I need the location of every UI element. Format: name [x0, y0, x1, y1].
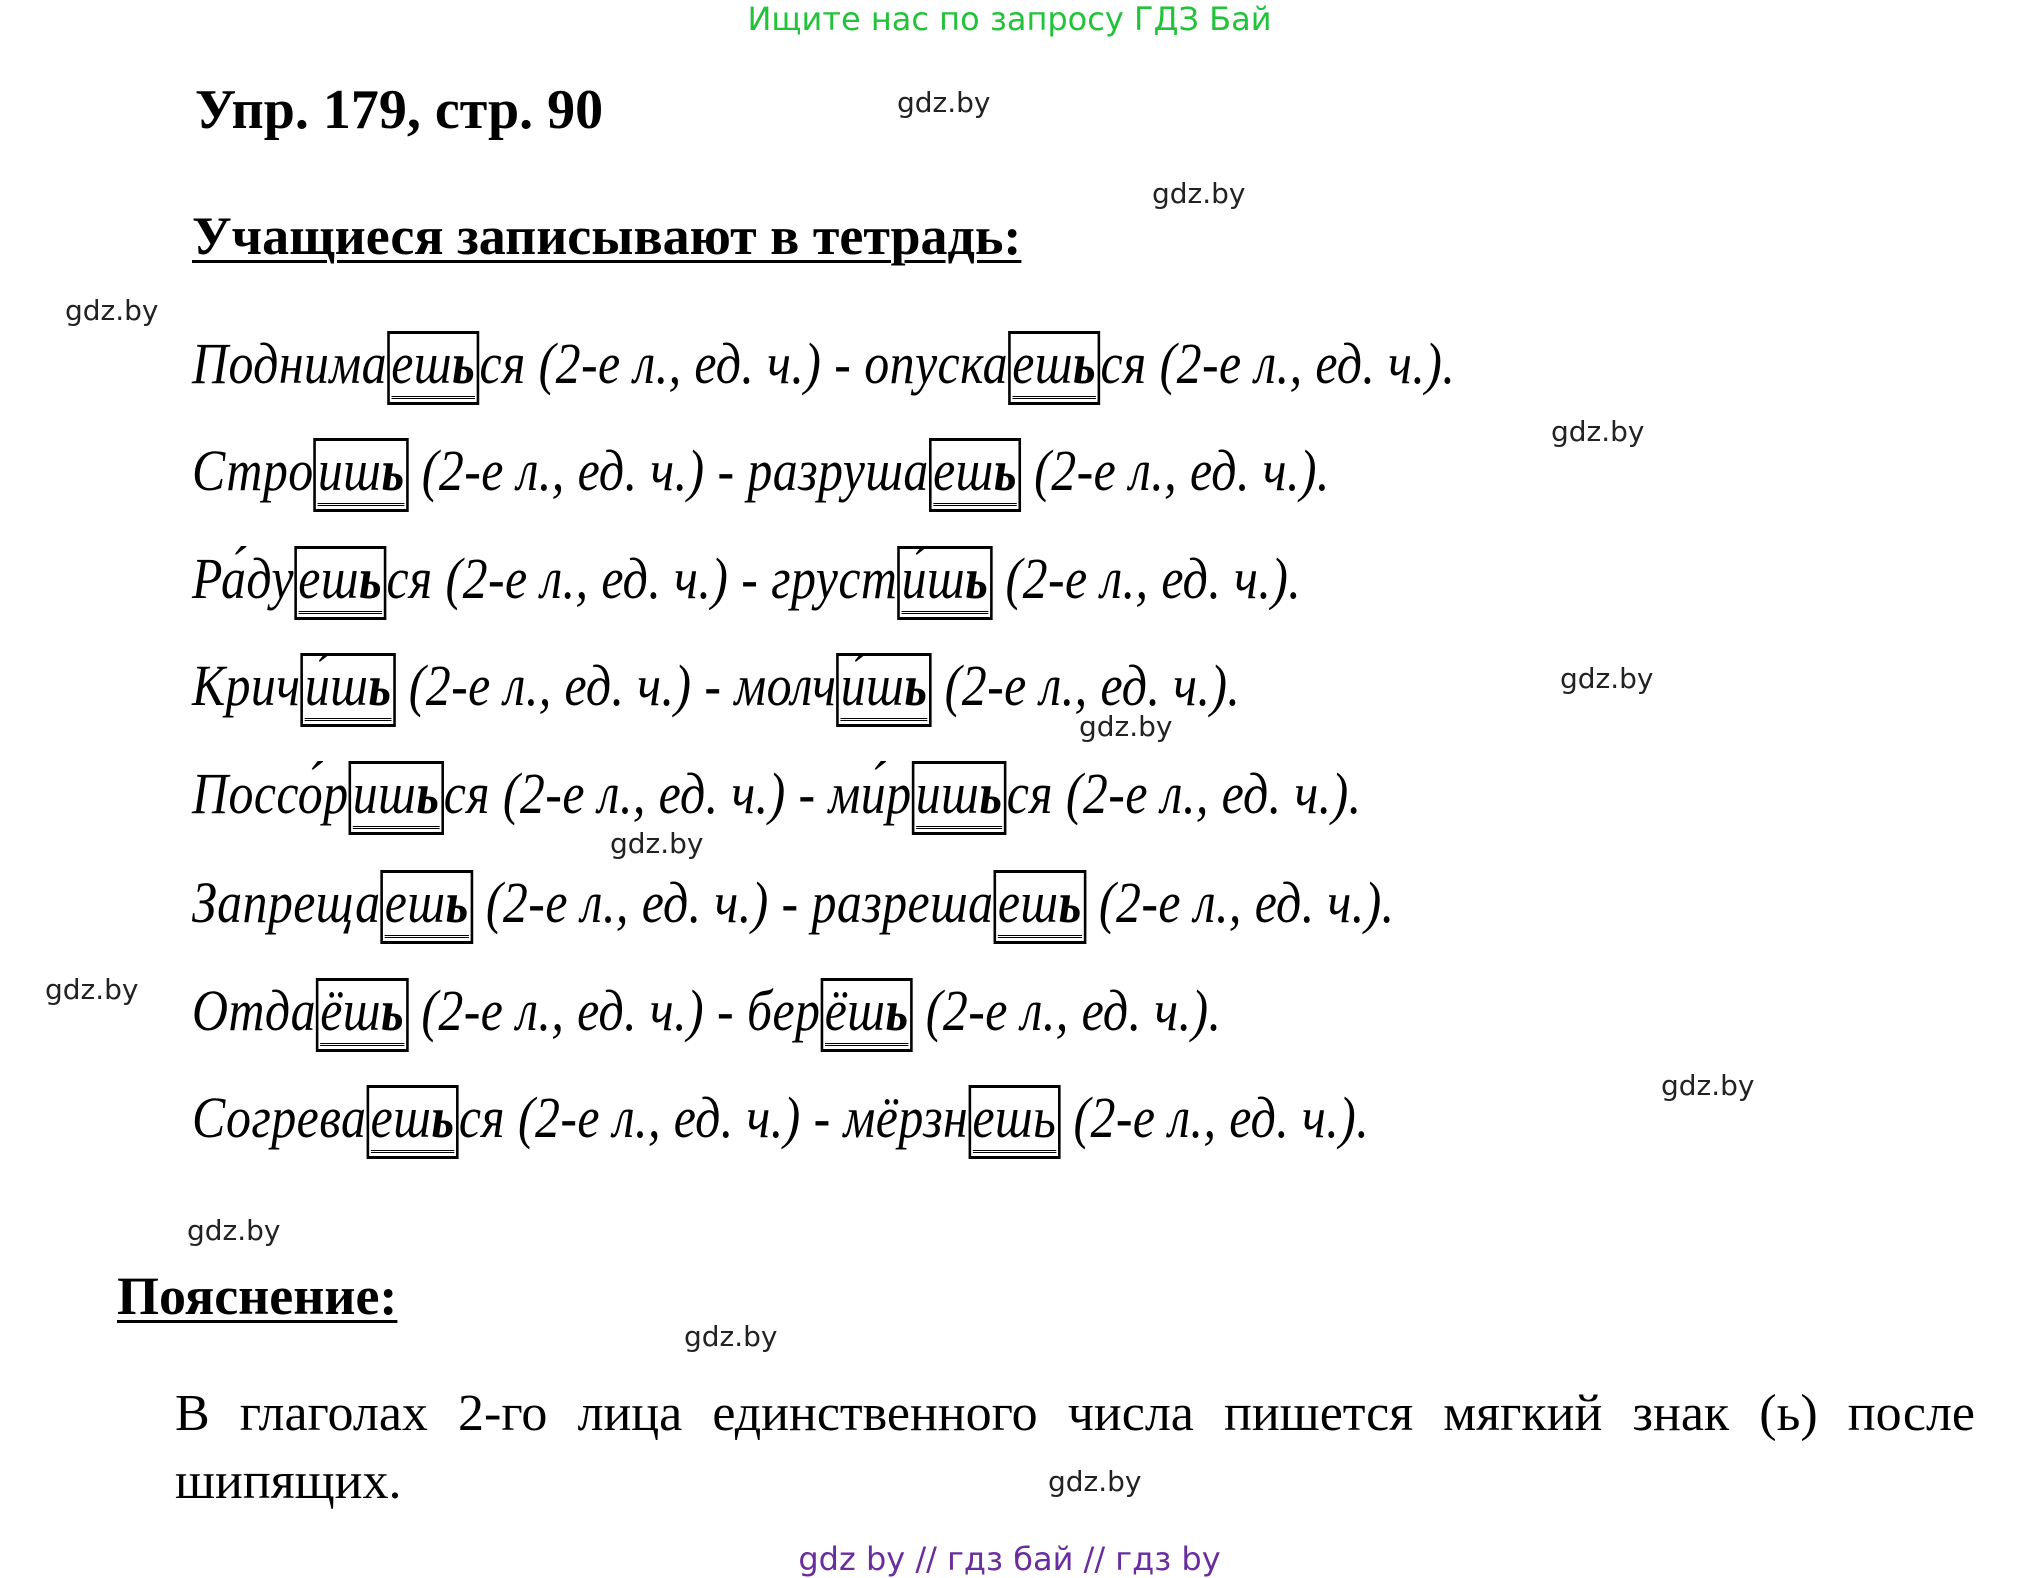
- ending-letters: ешь: [972, 1085, 1057, 1150]
- word-postfix: ся: [1100, 331, 1147, 396]
- word-stem: опуска: [864, 331, 1008, 396]
- soft-sign: ь: [904, 653, 928, 718]
- site-watermark: gdz.by: [1661, 1069, 1755, 1102]
- ending-underline: [391, 331, 475, 399]
- explanation-text: В глаголах 2-го лица единственного числа пишется мягкий знак (ь) после шипящих.: [175, 1385, 1975, 1510]
- word-postfix: ся: [1006, 761, 1053, 826]
- ending-underline: [353, 761, 440, 829]
- soft-sign: ь: [979, 761, 1003, 826]
- soft-sign: ь: [885, 978, 909, 1043]
- ending-underline: [916, 761, 1003, 829]
- word-stem: Ра́ду: [192, 546, 294, 611]
- word-postfix: ся: [458, 1085, 506, 1150]
- grammar-note: (2-е л., ед. ч.) -: [395, 653, 735, 718]
- exercise-line: [192, 437, 1330, 512]
- grammar-note: (2-е л., ед. ч.).: [992, 546, 1302, 611]
- site-watermark: gdz.by: [1551, 415, 1645, 448]
- exercise-line: [192, 760, 1362, 835]
- soft-sign: ь: [1072, 331, 1097, 396]
- ending-letters: иш: [352, 761, 417, 826]
- word-stem: Стро: [192, 438, 314, 503]
- exercise-line: [192, 977, 1221, 1052]
- soft-sign: ь: [381, 438, 405, 503]
- site-watermark: gdz.by: [1152, 177, 1246, 210]
- site-watermark: gdz.by: [45, 973, 139, 1006]
- site-watermark: gdz.by: [1560, 662, 1654, 695]
- word-ending-box: [911, 761, 1006, 835]
- ending-letters: еш: [370, 1085, 432, 1150]
- ending-letters: еш: [391, 331, 452, 396]
- ending-letters: еш: [298, 546, 359, 611]
- site-watermark: gdz.by: [897, 86, 991, 119]
- grammar-note: (2-е л., ед. ч.).: [1060, 1085, 1370, 1150]
- grammar-note: (2-е л., ед. ч.) -: [489, 761, 829, 826]
- top-watermark: Ищите нас по запросу ГДЗ Бай: [747, 0, 1272, 38]
- word-ending-box: [348, 761, 443, 835]
- soft-sign: ь: [431, 1085, 455, 1150]
- grammar-note: (2-е л., ед. ч.) -: [408, 978, 747, 1043]
- soft-sign: ь: [368, 653, 392, 718]
- ending-underline: [318, 438, 405, 506]
- site-watermark: gdz.by: [65, 294, 159, 327]
- word-ending-box: [820, 978, 912, 1052]
- ending-letters: и́ш: [304, 653, 369, 718]
- word-stem: Согрева: [192, 1085, 367, 1150]
- site-watermark: gdz.by: [684, 1320, 778, 1353]
- word-stem: Запреща: [192, 870, 381, 935]
- site-watermark: gdz.by: [1048, 1465, 1142, 1498]
- ending-letters: ёш: [824, 978, 886, 1043]
- ending-letters: еш: [997, 870, 1059, 935]
- word-stem: ми́р: [828, 761, 912, 826]
- ending-underline: [902, 546, 989, 614]
- grammar-note: (2-е л., ед. ч.).: [912, 978, 1222, 1043]
- word-stem: бер: [746, 978, 821, 1043]
- word-stem: мёрзн: [843, 1085, 969, 1150]
- word-stem: разруша: [747, 438, 929, 503]
- soft-sign: ь: [358, 546, 383, 611]
- word-stem: молч: [734, 653, 837, 718]
- word-ending-box: [994, 870, 1086, 944]
- bottom-watermark: gdz by // гдз бай // гдз by: [798, 1540, 1221, 1578]
- ending-letters: ёш: [320, 978, 381, 1043]
- site-watermark: gdz.by: [187, 1214, 281, 1247]
- ending-letters: еш: [1012, 331, 1073, 396]
- word-stem: разреша: [811, 870, 994, 935]
- grammar-note: (2-е л., ед. ч.) -: [505, 1085, 844, 1150]
- explanation-heading: Пояснение:: [117, 1266, 398, 1326]
- exercise-line: [192, 1084, 1369, 1159]
- ending-letters: еш: [384, 870, 446, 935]
- word-postfix: ся: [386, 546, 433, 611]
- ending-underline: [998, 870, 1082, 938]
- word-stem: Поднима: [192, 331, 388, 396]
- site-watermark: gdz.by: [1079, 710, 1173, 743]
- soft-sign: ь: [451, 331, 476, 396]
- ending-underline: [371, 1085, 455, 1153]
- soft-sign: ь: [993, 438, 1017, 503]
- ending-underline: [320, 978, 404, 1046]
- word-ending-box: [316, 978, 408, 1052]
- word-ending-box: [929, 438, 1021, 512]
- ending-letters: иш: [915, 761, 980, 826]
- word-ending-box: [301, 653, 396, 727]
- grammar-note: (2-е л., ед. ч.).: [1146, 331, 1456, 396]
- ending-underline: [933, 438, 1017, 506]
- ending-underline: [841, 653, 928, 721]
- soft-sign: ь: [445, 870, 469, 935]
- exercise-line: [192, 330, 1455, 405]
- soft-sign: ь: [965, 546, 989, 611]
- word-ending-box: [897, 546, 992, 620]
- word-stem: груст: [771, 546, 898, 611]
- grammar-note: (2-е л., ед. ч.).: [1052, 761, 1362, 826]
- site-watermark: gdz.by: [610, 827, 704, 860]
- grammar-note: (2-е л., ед. ч.) -: [432, 546, 772, 611]
- ending-letters: иш: [317, 438, 382, 503]
- word-ending-box: [836, 653, 931, 727]
- grammar-note: (2-е л., ед. ч.).: [931, 653, 1241, 718]
- ending-letters: еш: [933, 438, 994, 503]
- word-postfix: ся: [479, 331, 526, 396]
- soft-sign: ь: [416, 761, 440, 826]
- grammar-note: (2-е л., ед. ч.).: [1021, 438, 1330, 503]
- ending-underline: [305, 653, 392, 721]
- soft-sign: ь: [380, 978, 405, 1043]
- grammar-note: (2-е л., ед. ч.) -: [525, 331, 865, 396]
- ending-underline: [385, 870, 469, 938]
- word-postfix: ся: [443, 761, 490, 826]
- ending-letters: и́ш: [840, 653, 905, 718]
- soft-sign: ь: [1058, 870, 1082, 935]
- word-stem: Поссо́р: [192, 761, 349, 826]
- word-ending-box: [294, 546, 386, 620]
- grammar-note: (2-е л., ед. ч.).: [1086, 870, 1395, 935]
- ending-underline: [298, 546, 382, 614]
- word-ending-box: [1008, 331, 1100, 405]
- grammar-note: (2-е л., ед. ч.) -: [472, 870, 812, 935]
- grammar-note: (2-е л., ед. ч.) -: [408, 438, 748, 503]
- ending-underline: [825, 978, 909, 1046]
- exercise-line: [192, 869, 1395, 944]
- ending-letters: и́ш: [901, 546, 966, 611]
- word-stem: Крич: [192, 653, 301, 718]
- page-title: Упр. 179, стр. 90: [195, 79, 604, 141]
- ending-underline: [972, 1085, 1056, 1153]
- word-ending-box: [968, 1085, 1060, 1159]
- word-ending-box: [314, 438, 409, 512]
- word-ending-box: [366, 1085, 458, 1159]
- ending-underline: [1012, 331, 1096, 399]
- section-heading: Учащиеся записывают в тетрадь:: [192, 206, 1022, 266]
- word-stem: Отда: [192, 978, 316, 1043]
- exercise-line: [192, 545, 1301, 620]
- word-ending-box: [387, 331, 479, 405]
- word-ending-box: [381, 870, 473, 944]
